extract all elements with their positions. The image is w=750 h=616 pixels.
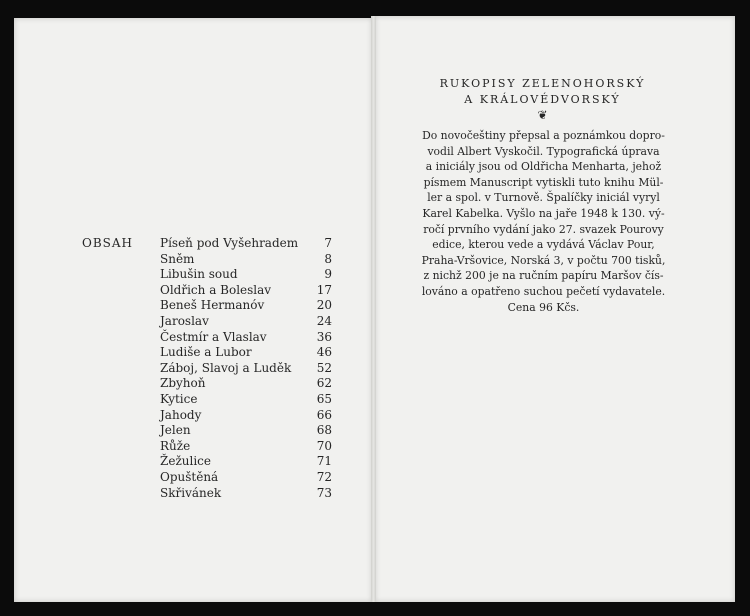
toc-entry-page: 70 xyxy=(316,438,332,453)
toc-entry-page: 17 xyxy=(316,282,332,297)
toc-entry-title: Čestmír a Vlaslav xyxy=(160,329,267,344)
toc-entry xyxy=(160,361,332,377)
toc-entry-title: Jelen xyxy=(160,423,191,438)
toc-entry-page: 20 xyxy=(316,298,332,313)
toc-entry-page: 72 xyxy=(316,469,332,484)
toc-entry-page: 7 xyxy=(324,236,332,250)
toc-entry xyxy=(160,423,332,439)
toc-entry xyxy=(160,314,332,330)
colophon-text xyxy=(415,128,672,315)
colophon-line: vodil Albert Vyskočil. Typografická úprava xyxy=(427,144,660,158)
toc-entry-page: 8 xyxy=(324,251,332,266)
colophon-line: z nichž 200 je na ručním papíru Maršov čís- xyxy=(423,269,664,283)
toc-entry xyxy=(160,283,332,299)
toc-entry-page: 73 xyxy=(316,485,332,500)
toc-entry-title: Růže xyxy=(160,438,191,453)
table-of-contents xyxy=(160,236,332,501)
toc-entry-page: 24 xyxy=(316,313,332,328)
price-line: Cena 96 Kčs. xyxy=(507,300,580,314)
toc-entry xyxy=(160,470,332,486)
toc-heading: OBSAH xyxy=(82,236,134,250)
toc-entry-page: 46 xyxy=(316,345,332,360)
toc-entry xyxy=(160,439,332,455)
toc-entry-title: Kytice xyxy=(160,391,198,406)
toc-entry xyxy=(160,236,332,252)
toc-entry-page: 62 xyxy=(316,376,332,391)
toc-entry-title: Beneš Hermanóv xyxy=(160,298,265,313)
toc-entry-title: Jaroslav xyxy=(160,313,209,328)
toc-entry-title: Záboj, Slavoj a Luděk xyxy=(160,360,292,375)
toc-entry-page: 66 xyxy=(316,407,332,422)
toc-entry-title: Jahody xyxy=(160,407,202,422)
toc-entry-title: Oldřich a Boleslav xyxy=(160,282,272,297)
toc-entry xyxy=(160,330,332,346)
toc-entry xyxy=(160,454,332,470)
colophon-line: Praha-Vršovice, Norská 3, v počtu 700 tisků, xyxy=(421,253,666,267)
book-title xyxy=(375,76,710,108)
toc-entry-title: Libušin soud xyxy=(160,267,238,282)
toc-entry xyxy=(160,376,332,392)
toc-entry-page: 71 xyxy=(316,454,332,469)
toc-entry xyxy=(160,408,332,424)
toc-entry-title: Ludiše a Lubor xyxy=(160,345,252,360)
colophon-line: a iniciály jsou od Oldřicha Menharta, jehož xyxy=(425,160,662,174)
toc-entry-page: 68 xyxy=(316,423,332,438)
toc-entry-title: Zbyhoň xyxy=(160,376,206,391)
toc-entry xyxy=(160,298,332,314)
toc-entry xyxy=(160,345,332,361)
toc-entry-title: Skřivánek xyxy=(160,485,222,500)
toc-entry xyxy=(160,486,332,502)
toc-entry xyxy=(160,392,332,408)
toc-entry-title: Píseň pod Vyšehradem xyxy=(160,236,299,250)
toc-entry-page: 36 xyxy=(316,329,332,344)
fleuron-ornament-icon: ❦ xyxy=(537,108,548,122)
toc-entry-page: 65 xyxy=(316,391,332,406)
toc-entry-page: 9 xyxy=(324,267,332,282)
book-title-line-2: A KRÁLOVÉDVORSKÝ xyxy=(464,93,621,106)
toc-entry xyxy=(160,252,332,268)
book-title-line-1: RUKOPISY ZELENOHORSKÝ xyxy=(439,77,646,90)
colophon-line: Karel Kabelka. Vyšlo na jaře 1948 k 130. vý- xyxy=(422,206,665,220)
colophon-line: lováno a opatřeno suchou pečetí vydavatele. xyxy=(421,284,666,298)
toc-entry xyxy=(160,267,332,283)
colophon-line: edice, kterou vede a vydává Václav Pour, xyxy=(432,238,655,252)
toc-entry-title: Opuštěná xyxy=(160,469,219,484)
colophon-line: písmem Manuscript vytiskli tuto knihu Mül- xyxy=(423,175,664,189)
colophon-line: ročí prvního vydání jako 27. svazek Pourovy xyxy=(423,222,664,236)
colophon-line: Do novočeštiny přepsal a poznámkou dopro- xyxy=(422,129,665,142)
toc-entry-title: Sněm xyxy=(160,251,195,266)
colophon-line: ler a spol. v Turnově. Špalíčky iniciál vyryl xyxy=(427,191,660,205)
toc-entry-page: 52 xyxy=(316,360,332,375)
toc-entry-title: Žežulice xyxy=(160,454,211,469)
